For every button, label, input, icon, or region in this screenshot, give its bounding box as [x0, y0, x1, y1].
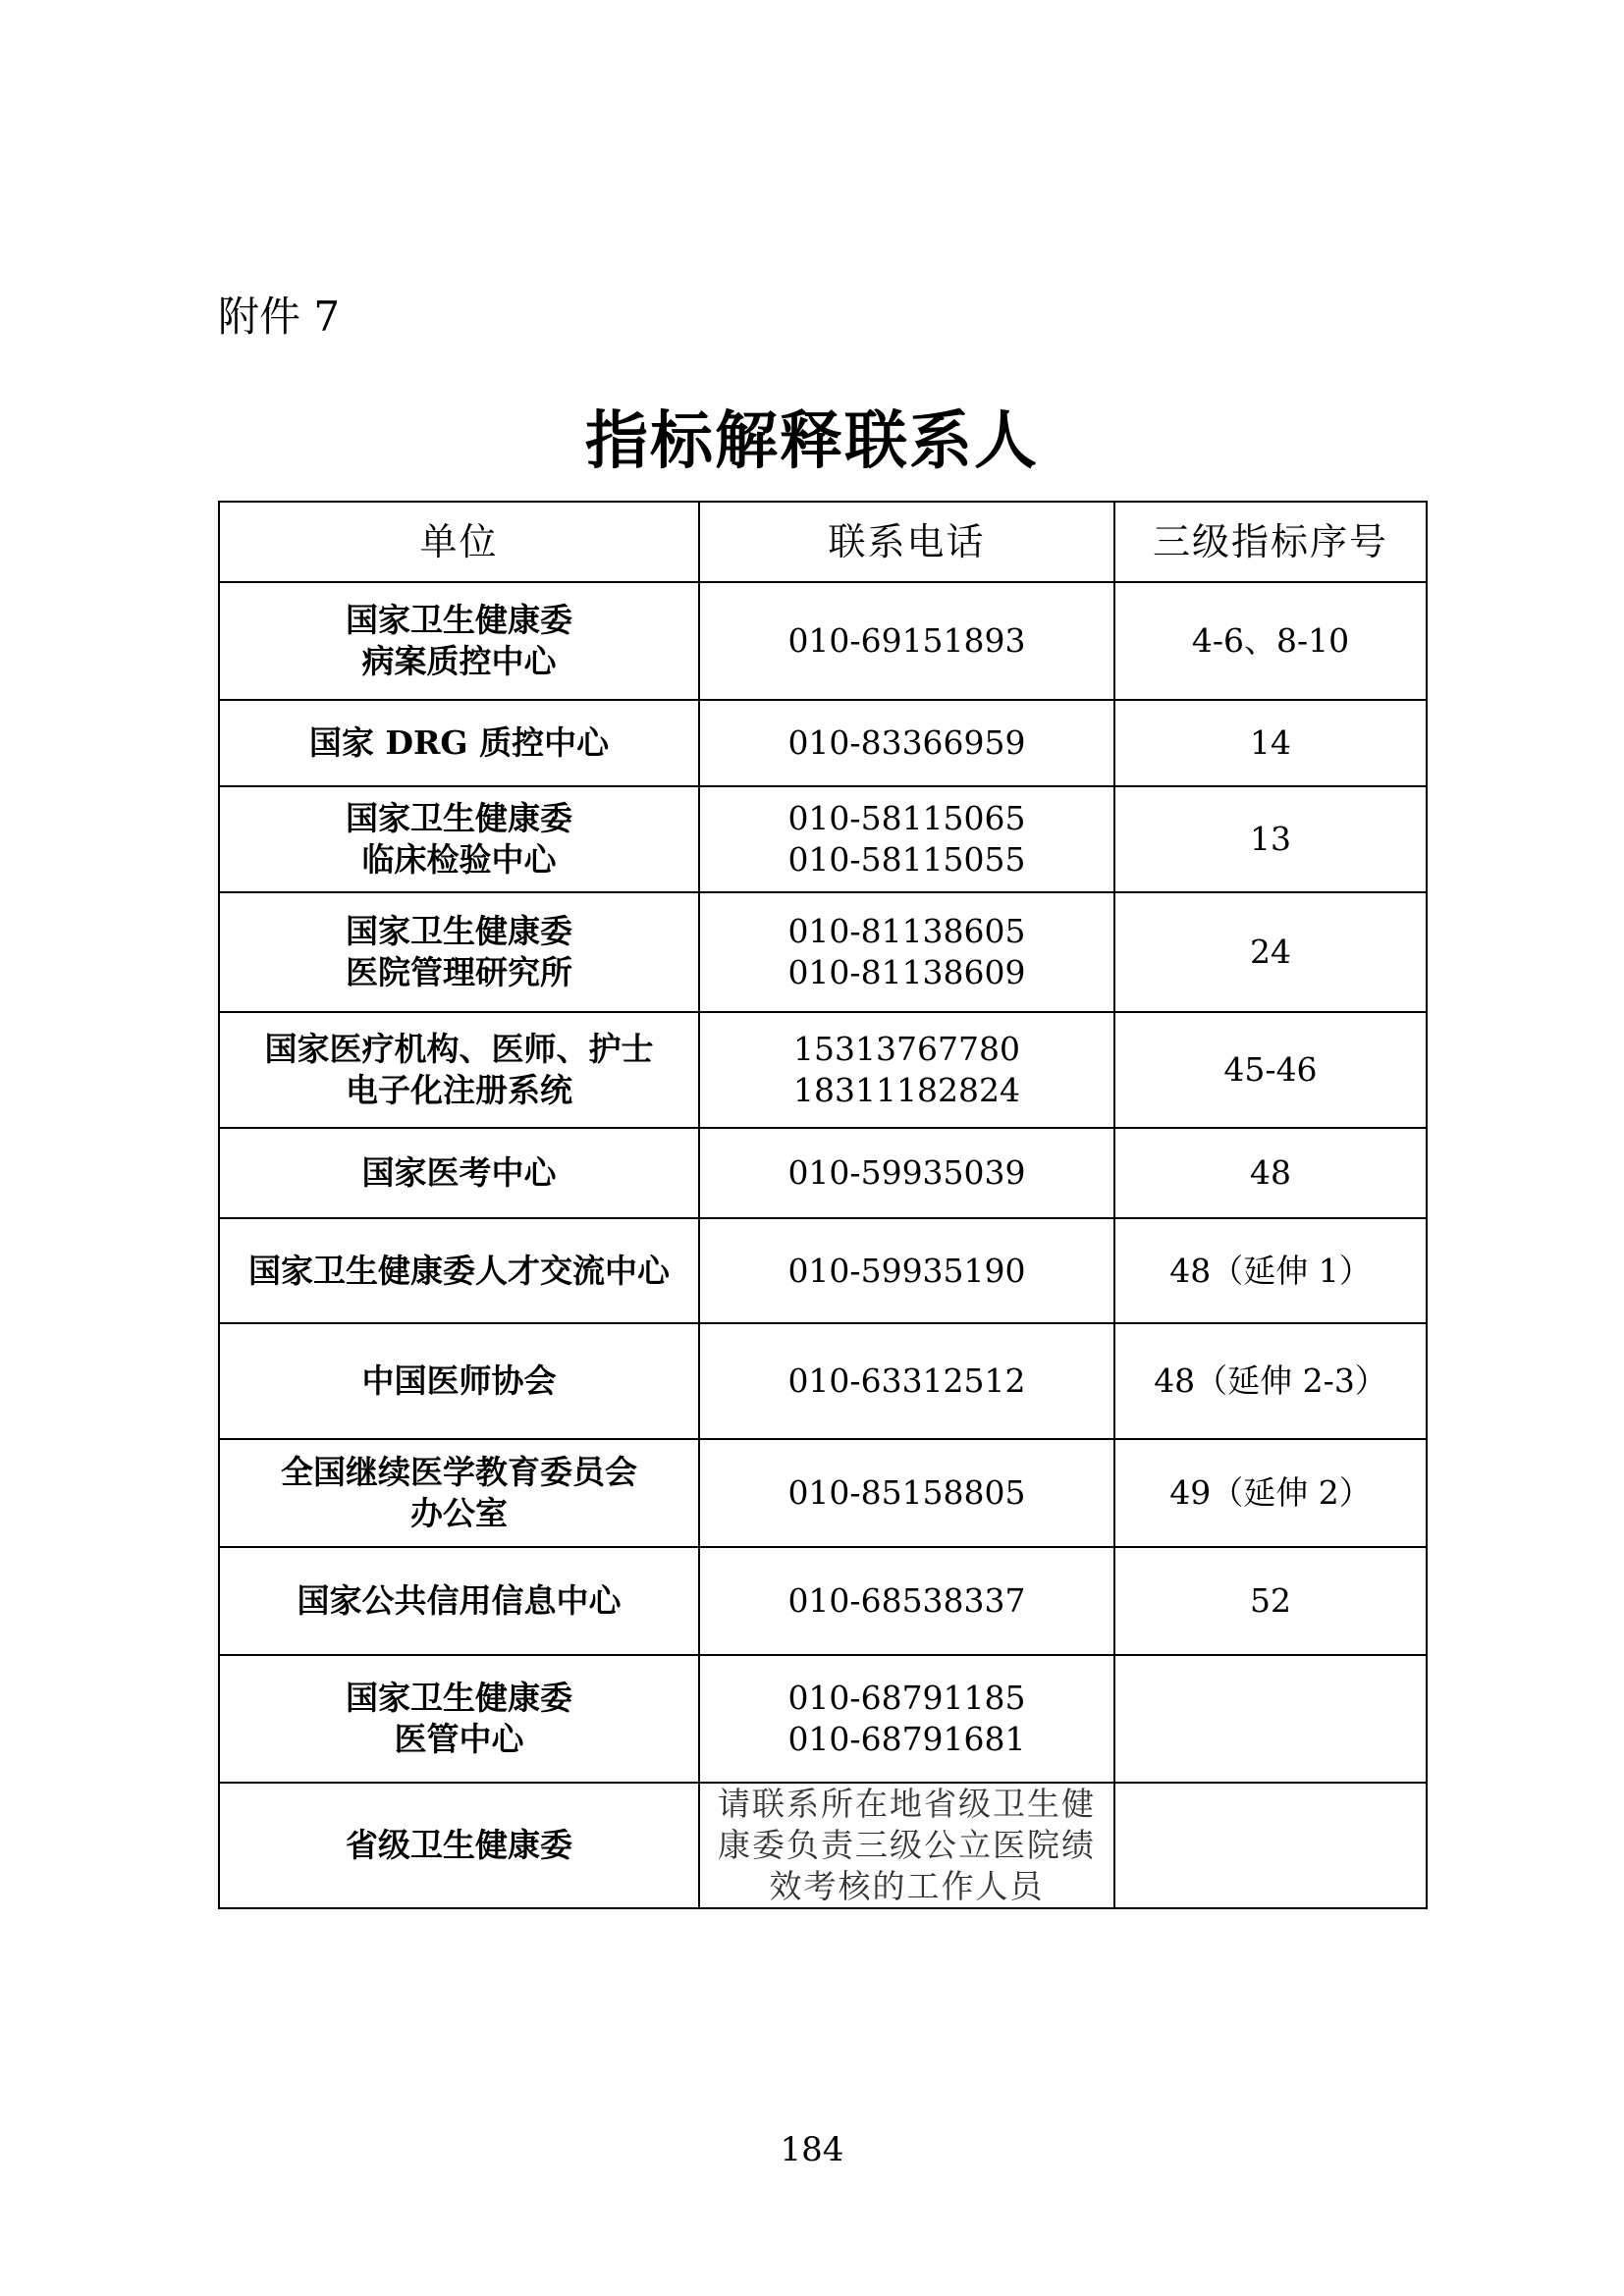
table-row	[219, 892, 1427, 1012]
phone-cell	[699, 1439, 1114, 1547]
unit-cell	[219, 700, 699, 786]
unit-line: 全国继续医学教育委员会	[281, 1453, 637, 1491]
unit-line: 国家卫生健康委人才交流中心	[248, 1251, 670, 1290]
table-row	[219, 1128, 1427, 1218]
phone-number: 010-81138605	[787, 912, 1026, 950]
phone-cell	[699, 1655, 1114, 1783]
unit-line: 医院管理研究所	[346, 953, 572, 991]
unit-cell	[219, 1323, 699, 1439]
unit-cell	[219, 892, 699, 1012]
unit-cell	[219, 1439, 699, 1547]
index-cell: 52	[1114, 1547, 1427, 1655]
unit-line: 国家卫生健康委	[346, 912, 572, 950]
header-phone: 联系电话	[699, 502, 1114, 582]
unit-line: 国家卫生健康委	[346, 1679, 572, 1717]
phone-number: 010-63312512	[787, 1362, 1026, 1400]
page-number: 184	[780, 2130, 844, 2169]
phone-number: 010-58115065	[787, 799, 1026, 837]
phone-cell	[699, 1218, 1114, 1323]
unit-line: 中国医师协会	[361, 1362, 557, 1400]
table-row	[219, 1655, 1427, 1783]
phone-number: 010-59935039	[787, 1153, 1026, 1192]
unit-cell	[219, 1783, 699, 1908]
phone-number: 18311182824	[793, 1071, 1020, 1109]
header-unit: 单位	[219, 502, 699, 582]
unit-line: 国家卫生健康委	[346, 799, 572, 837]
index-cell	[1114, 1655, 1427, 1783]
contact-note-line: 效考核的工作人员	[769, 1867, 1045, 1905]
table-row	[219, 700, 1427, 786]
contact-note-line: 请联系所在地省级卫生健	[718, 1785, 1096, 1823]
unit-line: 临床检验中心	[361, 840, 557, 879]
contact-note-line: 康委负责三级公立医院绩	[718, 1826, 1096, 1864]
unit-line: 国家医疗机构、医师、护士	[264, 1030, 654, 1068]
phone-cell	[699, 786, 1114, 892]
phone-cell	[699, 582, 1114, 700]
header-index: 三级指标序号	[1114, 502, 1427, 582]
phone-number: 010-59935190	[787, 1251, 1026, 1290]
index-cell: 24	[1114, 892, 1427, 1012]
unit-line: 国家 DRG 质控中心	[308, 723, 610, 762]
table-row	[219, 1218, 1427, 1323]
index-cell: 14	[1114, 700, 1427, 786]
phone-number: 010-85158805	[787, 1473, 1026, 1512]
phone-cell	[699, 1012, 1114, 1128]
unit-line: 办公室	[410, 1494, 508, 1532]
index-cell	[1114, 1783, 1427, 1908]
phone-cell	[699, 700, 1114, 786]
phone-number: 010-69151893	[787, 621, 1026, 660]
table-row	[219, 1012, 1427, 1128]
phone-number: 010-68538337	[787, 1581, 1026, 1620]
unit-line: 医管中心	[394, 1720, 524, 1758]
page-title: 指标解释联系人	[585, 404, 1039, 478]
contacts-table	[218, 501, 1428, 1909]
unit-line: 国家医考中心	[361, 1153, 557, 1192]
table-row	[219, 582, 1427, 700]
unit-line: 国家公共信用信息中心	[297, 1581, 622, 1620]
phone-number: 010-81138609	[787, 953, 1026, 991]
unit-line: 国家卫生健康委	[346, 601, 572, 639]
unit-cell	[219, 1547, 699, 1655]
table-row	[219, 786, 1427, 892]
unit-cell	[219, 582, 699, 700]
phone-cell	[699, 892, 1114, 1012]
table-row	[219, 1547, 1427, 1655]
phone-cell	[699, 1128, 1114, 1218]
index-cell: 48（延伸 1）	[1114, 1218, 1427, 1323]
index-cell: 13	[1114, 786, 1427, 892]
index-cell: 48	[1114, 1128, 1427, 1218]
attachment-label: 附件 7	[218, 293, 341, 341]
table-row	[219, 1323, 1427, 1439]
index-cell: 48（延伸 2-3）	[1114, 1323, 1427, 1439]
phone-number: 010-83366959	[787, 723, 1026, 762]
index-cell: 4-6、8-10	[1114, 582, 1427, 700]
phone-cell	[699, 1547, 1114, 1655]
unit-cell	[219, 1655, 699, 1783]
unit-line: 省级卫生健康委	[346, 1826, 572, 1864]
contact-note-cell	[699, 1783, 1114, 1908]
unit-cell	[219, 1128, 699, 1218]
index-cell: 49（延伸 2）	[1114, 1439, 1427, 1547]
unit-cell	[219, 786, 699, 892]
phone-number: 15313767780	[793, 1030, 1020, 1068]
table-row	[219, 1439, 1427, 1547]
table-row	[219, 1783, 1427, 1908]
index-cell: 45-46	[1114, 1012, 1427, 1128]
unit-cell	[219, 1012, 699, 1128]
phone-cell	[699, 1323, 1114, 1439]
unit-line: 病案质控中心	[361, 642, 557, 680]
table-header-row	[219, 502, 1427, 582]
phone-number: 010-68791185	[787, 1679, 1026, 1717]
unit-line: 电子化注册系统	[346, 1071, 572, 1109]
unit-cell	[219, 1218, 699, 1323]
phone-number: 010-58115055	[787, 840, 1026, 879]
phone-number: 010-68791681	[787, 1720, 1026, 1758]
